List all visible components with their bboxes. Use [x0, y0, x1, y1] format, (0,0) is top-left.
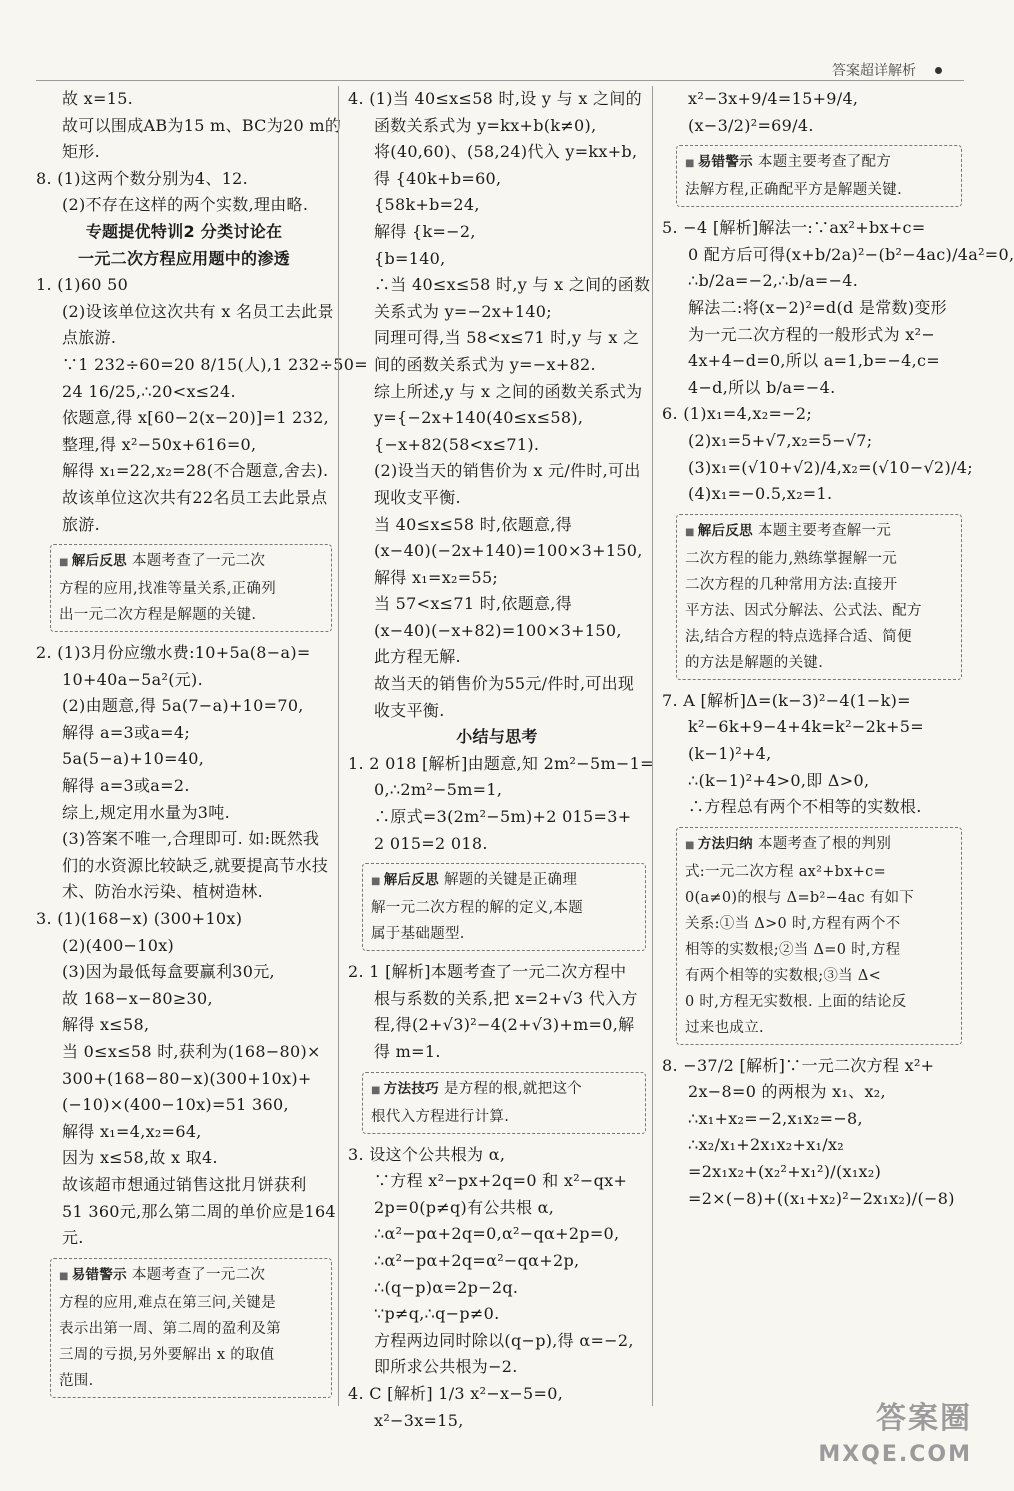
text-line: 因为 x≤58,故 x 取4.	[62, 1148, 218, 1168]
text-line: 得 m=1.	[374, 1042, 441, 1061]
text-line: 故 x=15.	[62, 89, 134, 108]
note-tag: ■ 解后反思	[371, 872, 444, 888]
text-line: 此方程无解.	[374, 647, 461, 667]
text-line: 0,∴2m²−5m=1,	[374, 780, 503, 800]
text-line: 即所求公共根为−2.	[374, 1357, 518, 1377]
text-line: 当 40≤x≤58 时,依题意,得	[374, 514, 572, 534]
text-line: y={−2x+140(40≤x≤58),	[374, 408, 584, 428]
text-line: 故该超市想通过销售这批月饼获利	[62, 1174, 307, 1194]
header-title: 答案超详解析	[832, 63, 916, 79]
note-text: 法,结合方程的特点选择合适、简便	[685, 628, 912, 645]
note-text: 范围.	[59, 1372, 94, 1389]
text-line: 解得 x₁=4,x₂=64,	[62, 1121, 202, 1141]
text-line: 综上所述,y 与 x 之间的函数关系式为	[374, 381, 643, 401]
note-tag: ■ 易错警示	[59, 1267, 132, 1283]
text-line: 故当天的销售价为55元/件时,可出现	[374, 674, 635, 694]
text-line: (2)x₁=5+√7,x₂=5−√7;	[688, 430, 873, 450]
text-line: 术、防治水污染、植树造林.	[62, 882, 263, 902]
column-middle	[348, 86, 654, 1430]
text-line: 2. 1 [解析]本题考查了一元二次方程中	[348, 962, 627, 982]
text-line: 依题意,得 x[60−2(x−20)]=1 232,	[62, 408, 329, 428]
note-text: 属于基础题型.	[371, 926, 465, 943]
note-tag: ■ 方法技巧	[371, 1081, 444, 1097]
note-box	[676, 514, 962, 680]
text-line: (2)由题意,得 5a(7−a)+10=70,	[62, 696, 304, 716]
text-line: 24 16/25,∴20<x≤24.	[62, 381, 236, 401]
text-line: 旅游.	[62, 514, 100, 534]
text-line: ∴(k−1)²+4>0,即 Δ>0,	[688, 770, 870, 790]
column-divider	[652, 86, 653, 1406]
note-text: 有两个相等的实数根;③当 Δ<	[685, 967, 882, 984]
text-line: 矩形.	[62, 142, 100, 162]
text-line: ∴x₁+x₂=−2,x₁x₂=−8,	[688, 1108, 863, 1128]
note-text: 本题主要考查解一元	[757, 522, 892, 539]
text-line: 6. (1)x₁=4,x₂=−2;	[662, 404, 813, 424]
note-box	[362, 1072, 646, 1134]
text-line: ∴方程总有两个不相等的实数根.	[688, 797, 922, 817]
text-line: 函数关系式为 y=kx+b(k≠0),	[374, 115, 597, 135]
text-line: 解得 x≤58,	[62, 1015, 150, 1035]
text-line: 解得 x₁=22,x₂=28(不合题意,舍去).	[62, 461, 329, 481]
note-text: 出一元二次方程是解题的关键.	[59, 607, 257, 624]
text-line: 关系式为 y=−2x+140;	[374, 301, 552, 321]
text-line: 0 配方后可得(x+b/2a)²−(b²−4ac)/4a²=0,	[688, 244, 1014, 264]
note-text: 根代入方程进行计算.	[371, 1108, 510, 1125]
note-text: 本题考查了根的判别	[757, 835, 892, 852]
text-line: (3)x₁=(√10+√2)/4,x₂=(√10−√2)/4;	[688, 457, 973, 477]
text-line: ∴x₂/x₁+2x₁x₂+x₁/x₂	[688, 1135, 844, 1155]
text-line: 将(40,60)、(58,24)代入 y=kx+b,	[374, 142, 638, 162]
text-line: ∴α²−pα+2q=α²−qα+2p,	[374, 1250, 580, 1270]
text-line: 2 015=2 018.	[374, 833, 488, 853]
text-line: 2x−8=0 的两根为 x₁、x₂,	[688, 1082, 886, 1102]
note-text: 二次方程的能力,熟练掌握解一元	[685, 550, 898, 567]
note-text: 相等的实数根;②当 Δ=0 时,方程	[685, 941, 901, 958]
text-line: (2)不存在这样的两个实数,理由略.	[62, 195, 309, 215]
text-line: (x−3/2)²=69/4.	[688, 115, 814, 135]
text-line: 解得 a=3或a=4;	[62, 722, 191, 742]
text-line: (−10)×(400−10x)=51 360,	[62, 1095, 289, 1115]
text-line: (3)答案不唯一,合理即可. 如:既然我	[62, 829, 320, 849]
note-text: 本题考查了一元二次	[131, 553, 266, 570]
text-line: 51 360元,那么第二周的单价应是164	[62, 1201, 336, 1221]
text-line: ∴(q−p)α=2p−2q.	[374, 1277, 519, 1297]
note-text: 方程的应用,难点在第三问,关键是	[59, 1294, 277, 1311]
note-box	[676, 145, 962, 207]
text-line: =2x₁x₂+(x₂²+x₁²)/(x₁x₂)	[688, 1162, 882, 1182]
note-tag: ■ 易错警示	[685, 154, 758, 170]
column-left	[36, 86, 368, 1406]
column-divider	[338, 86, 339, 1406]
note-text: 方程的应用,找准等量关系,正确列	[59, 581, 277, 598]
text-line: {b=140,	[374, 248, 446, 268]
note-text: 关系:①当 Δ>0 时,方程有两个不	[685, 915, 901, 932]
text-line: 点旅游.	[62, 328, 117, 348]
note-text: 0 时,方程无实数根. 上面的结论反	[685, 993, 907, 1010]
text-line: 当 0≤x≤58 时,获利为(168−80)×	[62, 1042, 321, 1061]
text-line: 2. (1)3月份应缴水费:10+5a(8−a)=	[36, 643, 311, 663]
note-tag: ■ 解后反思	[59, 553, 132, 569]
note-text: 法解方程,正确配平方是解题关键.	[685, 182, 903, 199]
text-line: 解得 x₁=x₂=55;	[374, 567, 499, 587]
text-line: 3. (1)(168−x) (300+10x)	[36, 909, 243, 929]
note-box	[50, 544, 332, 632]
note-text: 解一元二次方程的解的定义,本题	[371, 900, 584, 917]
note-text: 过来也成立.	[685, 1019, 764, 1036]
column-right	[662, 86, 1014, 1406]
text-line: ∴当 40≤x≤58 时,y 与 x 之间的函数	[374, 275, 651, 295]
text-line: 4. (1)当 40≤x≤58 时,设 y 与 x 之间的	[348, 89, 642, 108]
text-line: ∴b/2a=−2,∴b/a=−4.	[688, 271, 859, 291]
text-line: {58k+b=24,	[374, 195, 480, 215]
page-header	[36, 58, 964, 81]
text-line: x²−3x=15,	[374, 1410, 464, 1430]
text-line: 同理可得,当 58<x≤71 时,y 与 x 之	[374, 328, 640, 348]
text-line: (x−40)(−x+82)=100×3+150,	[374, 620, 622, 640]
text-line: (x−40)(−2x+140)=100×3+150,	[374, 541, 643, 561]
text-line: 解法二:将(x−2)²=d(d 是常数)变形	[688, 297, 947, 317]
note-box	[362, 863, 646, 951]
text-line: {−x+82(58<x≤71).	[374, 434, 540, 454]
text-line: 解得 {k=−2,	[374, 221, 476, 241]
text-line: 方程两边同时除以(q−p),得 α=−2,	[374, 1330, 634, 1350]
text-line: 3. 设这个公共根为 α,	[348, 1144, 506, 1164]
text-line: 当 57<x≤71 时,依题意,得	[374, 594, 572, 614]
text-line: 收支平衡.	[374, 700, 445, 720]
note-tag: ■ 解后反思	[685, 523, 758, 539]
text-line: 2p=0(p≠q)有公共根 α,	[374, 1197, 555, 1217]
text-line: 8. (1)这两个数分别为4、12.	[36, 168, 249, 188]
text-line: 根与系数的关系,把 x=2+√3 代入方	[374, 988, 638, 1008]
text-line: 4. C [解析] 1/3 x²−x−5=0,	[348, 1383, 564, 1403]
text-line: (2)设该单位这次共有 x 名员工去此景	[62, 301, 334, 321]
text-line: 故 168−x−80≥30,	[62, 988, 213, 1008]
text-line: ∴α²−pα+2q=0,α²−qα+2p=0,	[374, 1224, 620, 1244]
note-text: 式:一元二次方程 ax²+bx+c=	[685, 863, 887, 880]
text-line: (2)设当天的销售价为 x 元/件时,可出	[374, 461, 641, 481]
text-line: ∵p≠q,∴q−p≠0.	[374, 1304, 500, 1324]
text-line: 10+40a−5a²(元).	[62, 669, 203, 689]
text-line: 解得 a=3或a=2.	[62, 776, 190, 796]
note-box	[50, 1258, 332, 1398]
text-line: ∵方程 x²−px+2q=0 和 x²−qx+	[374, 1171, 628, 1191]
note-text: 二次方程的几种常用方法:直接开	[685, 576, 898, 593]
text-line: 8. −37/2 [解析]∵一元二次方程 x²+	[662, 1055, 935, 1075]
text-line: k²−6k+9−4+4k=k²−2k+5=	[688, 717, 924, 737]
note-text: 0(a≠0)的根与 Δ=b²−4ac 有如下	[685, 889, 915, 906]
section-title: 小结与思考	[456, 727, 538, 747]
text-line: 1. (1)60 50	[36, 275, 129, 295]
text-line: ∴原式=3(2m²−5m)+2 015=3+	[374, 807, 632, 827]
section-title: 一元二次方程应用题中的渗透	[78, 248, 290, 268]
text-line: 程,得(2+√3)²−4(2+√3)+m=0,解	[374, 1015, 635, 1035]
text-line: 1. 2 018 [解析]由题意,知 2m²−5m−1=	[348, 753, 654, 773]
text-line: 元.	[62, 1228, 84, 1248]
text-line: 300+(168−80−x)(300+10x)+	[62, 1068, 312, 1088]
text-line: 综上,规定用水量为3吨.	[62, 802, 230, 822]
text-line: (3)因为最低每盒要赢利30元,	[62, 962, 275, 982]
note-text: 解题的关键是正确理	[443, 872, 578, 889]
text-line: 故该单位这次共有22名员工去此景点	[62, 487, 328, 507]
text-line: 得 {40k+b=60,	[374, 168, 502, 188]
note-text: 是方程的根,就把这个	[443, 1080, 583, 1097]
note-text: 三周的亏损,另外要解出 x 的取值	[59, 1346, 275, 1363]
note-text: 表示出第一周、第二周的盈利及第	[59, 1320, 281, 1337]
text-line: 4−d,所以 b/a=−4.	[688, 377, 836, 397]
text-line: (k−1)²+4,	[688, 743, 772, 763]
text-line: 5a(5−a)+10=40,	[62, 749, 205, 769]
text-line: (2)(400−10x)	[62, 935, 175, 955]
watermark-logo	[818, 1401, 972, 1473]
note-text: 的方法是解题的关键.	[685, 654, 824, 671]
text-line: 整理,得 x²−50x+616=0,	[62, 434, 257, 454]
text-line: 7. A [解析]Δ=(k−3)²−4(1−k)=	[662, 690, 911, 710]
text-line: 4x+4−d=0,所以 a=1,b=−4,c=	[688, 351, 940, 371]
text-line: x²−3x+9/4=15+9/4,	[688, 89, 859, 108]
text-line: ∵1 232÷60=20 8/15(人),1 232÷50=	[62, 354, 368, 374]
text-line: 故可以围成AB为15 m、BC为20 m的	[62, 115, 342, 135]
watermark-line2: MXQE.COM	[818, 1442, 972, 1467]
text-line: 5. −4 [解析]解法一:∵ax²+bx+c=	[662, 218, 926, 238]
note-box	[676, 827, 962, 1045]
text-line: 间的函数关系式为 y=−x+82.	[374, 354, 596, 374]
note-tag: ■ 方法归纳	[685, 836, 758, 852]
section-title: 专题提优特训2 分类讨论在	[85, 221, 283, 241]
text-line: 们的水资源比较缺乏,就要提高节水技	[62, 855, 329, 875]
text-line: (4)x₁=−0.5,x₂=1.	[688, 484, 833, 504]
text-line: =2×(−8)+((x₁+x₂)²−2x₁x₂)/(−8)	[688, 1188, 955, 1208]
header-dot	[935, 67, 942, 74]
note-text: 本题主要考查了配方	[757, 154, 892, 171]
note-text: 本题考查了一元二次	[131, 1266, 266, 1283]
text-line: 现收支平衡.	[374, 487, 461, 507]
text-line: 为一元二次方程的一般形式为 x²−	[688, 324, 936, 344]
watermark-line1: 答案圈	[876, 1401, 972, 1436]
note-text: 平方法、因式分解法、公式法、配方	[685, 602, 922, 619]
